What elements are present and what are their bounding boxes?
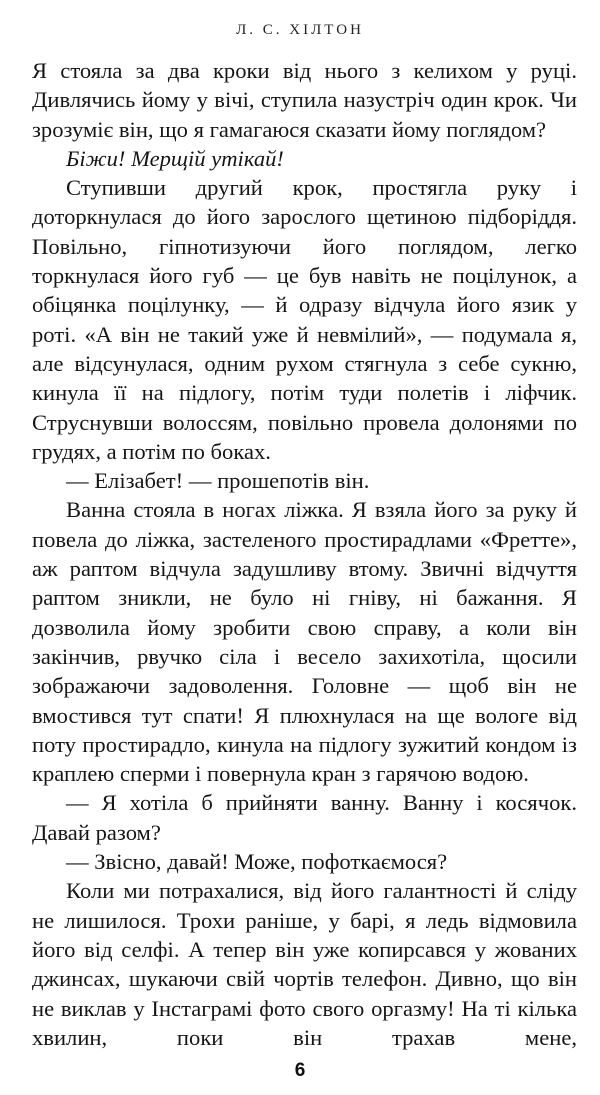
body-text [32,56,577,1052]
paragraph-7-dialogue: — Звісно, давай! Може, пофоткаємося? [66,849,448,875]
paragraph-3: Ступивши другий крок, простягла руку і доторкнулася до його зарослого щетиною підборіддя. Повільно, гіпнотизуючи його поглядом, легко торкнулася його губ — це був навіть не поцілунок, а обіцянка поцілунку, — й одразу відчула його язик у роті. «А він не такий уже й невмілий», — подумала я, але відсунулася, одним рухом стягнула з себе сукню, кинула її на підлогу, потім туди полетів і ліфчик. Струснувши волоссям, повільно провела долонями по грудях, а потім по боках. [32,175,577,464]
paragraph-5: Ванна стояла в ногах ліжка. Я взяла його за руку й повела до ліжка, застеленого простирадлами «Фретте», аж раптом відчула задушливу втому. Звичні відчуття раптом зникли, не було ні гніву, ні бажання. Я дозволила йому зробити свою справу, а коли він закінчив, рвучко сіла і весело захихотіла, щосили зображаючи задоволення. Головне — щоб він не вмостився тут спати! Я плюхнулася на ще вологе від поту простирадло, кинула на підлогу зужитий кондом із краплею сперми і повернула кран з гарячою водою. [32,497,577,787]
paragraph-2-italic: Біжи! Мерщій утікай! [66,145,284,171]
page-number: 6 [294,1060,306,1081]
paragraph-6-dialogue: — Я хотіла б прийняти ванну. Ванну і косячок. Давай разом? [32,790,577,845]
paragraph-4-dialogue: — Елізабет! — прошепотів він. [66,468,370,494]
paragraph-1: Я стояла за два кроки від нього з келихом у руці. Дивлячись йому у вічі, ступила назустріч один крок. Чи зрозуміє він, що я гамагаюся сказати йому поглядом? [32,58,577,142]
running-head-author: Л. С. ХІЛТОН [236,22,364,38]
paragraph-8: Коли ми потрахалися, від його галантності й сліду не лишилося. Трохи раніше, у барі, я ледь відмовила його від селфі. А тепер він уже копирсався у жованих джинсах, шукаючи свій чортів телефон. Дивно, що він не виклав у Інстаграмі фото свого оргазму! На ті кілька хвилин, поки він трахав мене, [32,878,577,1050]
